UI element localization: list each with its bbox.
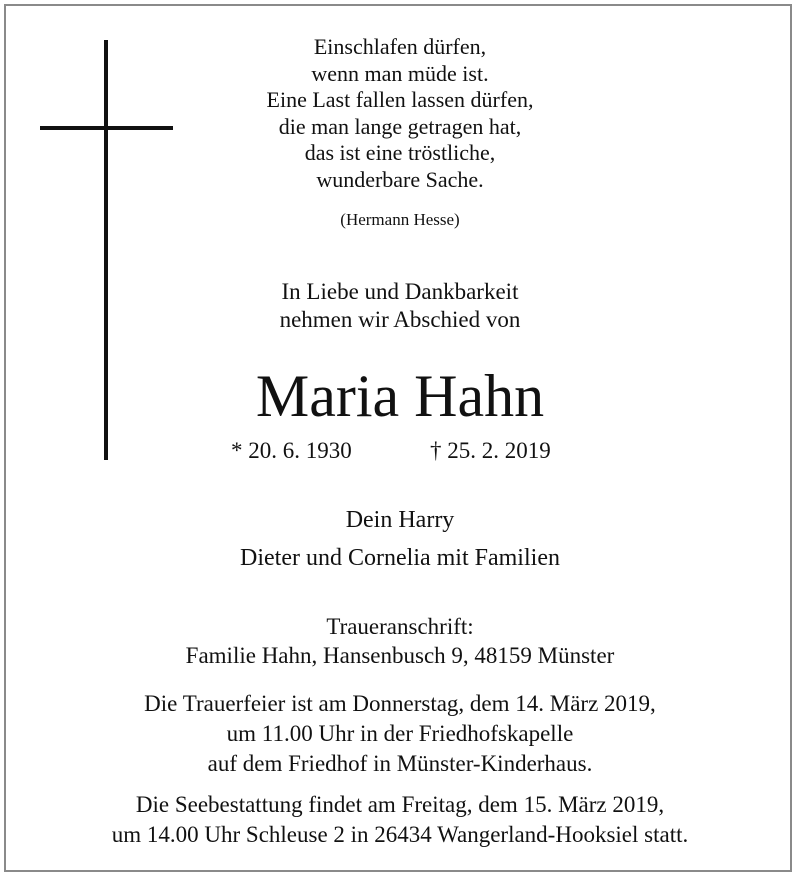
address-label: Traueranschrift: [326, 614, 474, 639]
mourning-address [0, 612, 800, 670]
deceased-name: Maria Hahn [255, 363, 545, 429]
burial-line: um 14.00 Uhr Schleuse 2 in 26434 Wangerland-Hooksiel statt. [111, 822, 689, 847]
death-date: † 25. 2. 2019 [430, 438, 551, 463]
cross-vertical-bar [104, 40, 108, 460]
farewell-intro [200, 278, 600, 334]
mourner-line: Dieter und Cornelia mit Familien [240, 545, 560, 571]
address-line: Familie Hahn, Hansenbusch 9, 48159 Münster [185, 643, 615, 668]
poem-line: das ist eine tröstliche, [304, 140, 496, 165]
intro-line: In Liebe und Dankbarkeit [281, 279, 519, 304]
poem-line: Eine Last fallen lassen dürfen, [266, 87, 534, 112]
funeral-line: um 11.00 Uhr in der Friedhofskapelle [226, 721, 574, 746]
cross-horizontal-bar [40, 126, 173, 130]
mourner-line: Dein Harry [345, 507, 455, 533]
sea-burial-info [0, 790, 800, 850]
poem-line: die man lange getragen hat, [278, 113, 522, 139]
poem-author: (Hermann Hesse) [340, 210, 460, 229]
poem [200, 34, 600, 193]
mourners [0, 501, 800, 577]
poem-line: wenn man müde ist. [311, 60, 489, 86]
funeral-line: Die Trauerfeier ist am Donnerstag, dem 14. März 2019, [144, 691, 656, 716]
poem-line: Einschlafen dürfen, [313, 34, 487, 59]
funeral-service-info [0, 689, 800, 779]
funeral-line: auf dem Friedhof in Münster-Kinderhaus. [207, 751, 593, 776]
intro-line: nehmen wir Abschied von [279, 307, 521, 332]
poem-line: wunderbare Sache. [316, 166, 484, 192]
burial-line: Die Seebestattung findet am Freitag, dem 15. März 2019, [135, 792, 665, 817]
birth-date: * 20. 6. 1930 [231, 438, 352, 463]
